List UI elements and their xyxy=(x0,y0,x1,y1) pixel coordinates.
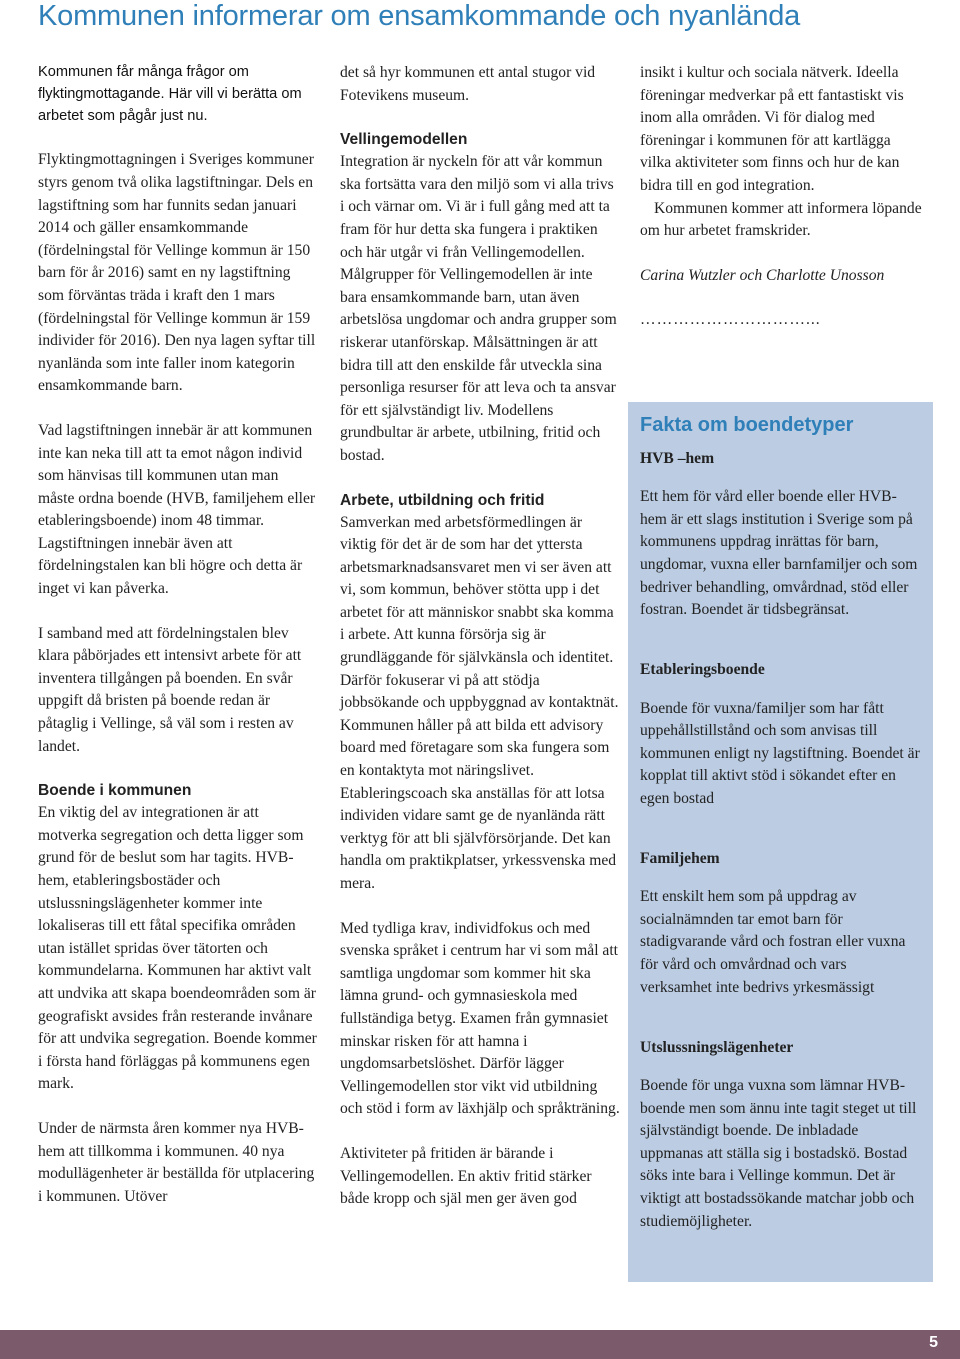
section-heading: Vellingemodellen xyxy=(340,131,468,149)
fact-text: Boende för vuxna/familjer som har fått uppehållstillstånd och som anvisas till kommunen enligt ny lagstiftning. Boendet är kopplat till aktivt stöd i sökandet efter en egen bostad xyxy=(640,699,920,807)
body-paragraph: Kommunen kommer att informera löpande om hur arbetet framskrider. xyxy=(640,199,922,240)
fact-text: Ett enskilt hem som på uppdrag av socialnämnden tar emot barn för stadigvarande vård och fostran eller vuxna för vård och omvårdnad och vars verksamhet inte bedrivs yrkesmässigt xyxy=(640,888,906,996)
body-paragraph: det så hyr kommunen ett antal stugor vid Fotevikens museum. xyxy=(340,64,596,104)
page-title: Kommunen informerar om ensamkommande och nyanlända xyxy=(38,0,801,32)
body-paragraph: Flyktingmottagningen i Sveriges kommuner styrs genom två olika lagstiftningar. Dels en lagstiftning som har funnits sedan januari 2014 och gäller ensamkommande (fördelningstal för Vellinge kommun är 150 barn för år 2016) samt en ny lagstiftning som förväntas träda i kraft den 1 mars (fördelningstal för Vellinge kommun är 159 individer för 2016). Den nya lagen syftar till nyanlända som inte faller inom kategorin ensamkommande barn. xyxy=(38,151,316,395)
body-paragraph: insikt i kultur och sociala nätverk. Ideella föreningar medverkar på ett fantastiskt vis inom alla områden. Vi för dialog med föreningar i kommunen för att kartlägga vilka aktiviteter som finns och hur de kan bidra till en god integration. xyxy=(640,64,904,194)
fact-text: Boende för unga vuxna som lämnar HVB-boende men som ännu inte tagit steget ut till självständigt boende. De inbladade uppmanas att ställa sig i bostadskö. Bostad söks inte bara i Vellinge kommun. Det är viktigt att bostadssökande matchar jobb och studiemöjligheter. xyxy=(640,1077,917,1230)
lead-paragraph: Kommunen får många frågor om flyktingmottagande. Här vill vi berätta om arbetet som pågår just nu. xyxy=(38,64,302,124)
fact-heading: Etableringsboende xyxy=(640,661,765,679)
fact-box xyxy=(628,402,933,1282)
body-paragraph: Samverkan med arbetsförmedlingen är viktig för det är de som har det yttersta arbetsmarknadsansvaret men vi ser även att vi, som kommun, behöver stötta upp i det arbetet för att människor snabbt ska komma i arbete. Att kunna försörja sig är grundläggande för självkänsla och identitet. Därför fokuserar vi på att stödja jobbsökande och uppbyggnad av kontaktnät. Kommunen håller på att bilda ett advisory board med företagare som ska fungera som en kontaktyta mot näringslivet. Etableringscoach ska anställas för att lotsa individen vidare samt ge de nyanlända rätt verktyg för att bli självförsörjande. Det kan handla om praktikplatser, yrkessvenska med mera. xyxy=(340,513,619,892)
page-number: 5 xyxy=(929,1334,938,1351)
column-3 xyxy=(640,62,925,332)
body-paragraph: Med tydliga krav, individfokus och med svenska språket i centrum har vi som mål att samtliga ungdomar som kommer hit ska lämna grund- och gymnasieskola med fullständiga betyg. Examen från gymnasiet minskar risken för att hamna i ungdomsarbetslöshet. Därför lägger Vellingemodellen stor vikt vid utbildning och stöd i form av läxhjälp och språkträning. xyxy=(340,919,620,1118)
body-paragraph: En viktig del av integrationen är att motverka segregation och detta ligger som grund för de beslut som har tagits. HVB-hem, etableringsbostäder och utslussningslägenheter kommer inte lokaliseras till ett fåtal specifika områden utan istället spridas över tätorten och kommundelarna. Kommunen har aktivt valt att undvika att skapa boendeområden som är geografiskt avsides från resterande invånare för att undvika segregation. Boende kommer i första hand förläggas på kommunens egen mark. xyxy=(38,804,317,1093)
column-2 xyxy=(340,62,620,1211)
section-heading: Arbete, utbildning och fritid xyxy=(340,491,545,509)
body-paragraph: Integration är nyckeln för att vår kommun ska fortsätta vara den miljö som vi alla trivs i och värnar om. Vi är i full gång med att ta fram för hur detta ska fungera i praktiken och här utgår vi från Vellingemodellen. Målgrupper för Vellingemodellen är inte bara ensamkommande barn, utan även arbetslösa ungdomar och andra grupper som riskerar utanförskap. Målsättningen är att bidra till att den enskilde får utveckla sina personliga resurser för att leva och ta ansvar för ett självständigt liv. Modellens grundbultar är arbete, utbilning, fritid och bostad. xyxy=(340,153,617,464)
body-paragraph: Under de närmsta åren kommer nya HVB-hem att tillkomma i kommunen. 40 nya modullägenheter är beställda för utplacering i kommunen. Utöver xyxy=(38,1119,315,1205)
fact-heading: Utslussningslägenheter xyxy=(640,1038,794,1056)
fact-box-title: Fakta om boendetyper xyxy=(640,414,854,436)
body-paragraph: Vad lagstiftningen innebär är att kommunen inte kan neka till att ta emot någon individ som hänvisas till kommunen utan man måste ordna boende (HVB, familjehem eller etableringsboende) inom 48 timmar. Lagstiftningen innebär även att fördelningstalen kan bli högre och detta är inget vi kan påverka. xyxy=(38,421,316,598)
body-paragraph: Aktiviteter på fritiden är bärande i Vellingemodellen. En aktiv fritid stärker både kropp och själ men ger även god xyxy=(340,1144,592,1208)
body-paragraph: I samband med att fördelningstalen blev klara påbörjades ett intensivt arbete för att inventera tillgången på boenden. En svår uppgift då bristen på boende redan är påtaglig i Vellinge, så väl som i resten av landet. xyxy=(38,624,302,755)
fact-text: Ett hem för vård eller boende eller HVB-hem är ett slags institution i Sverige som på kommunens uppdrag inrättas för barn, ungdomar, vuxna eller barnfamiljer och som bedriver behandling, omvårdnad, stöd eller fostran. Boendet är tidsbegränsat. xyxy=(640,488,918,619)
footer-bar xyxy=(0,1330,960,1359)
column-1 xyxy=(38,62,318,1208)
signature: Carina Wutzler och Charlotte Unosson xyxy=(640,266,885,284)
fact-heading: Familjehem xyxy=(640,850,720,868)
divider-dots: …………………………... xyxy=(640,311,821,329)
fact-heading: HVB –hem xyxy=(640,450,715,467)
section-heading: Boende i kommunen xyxy=(38,782,192,800)
